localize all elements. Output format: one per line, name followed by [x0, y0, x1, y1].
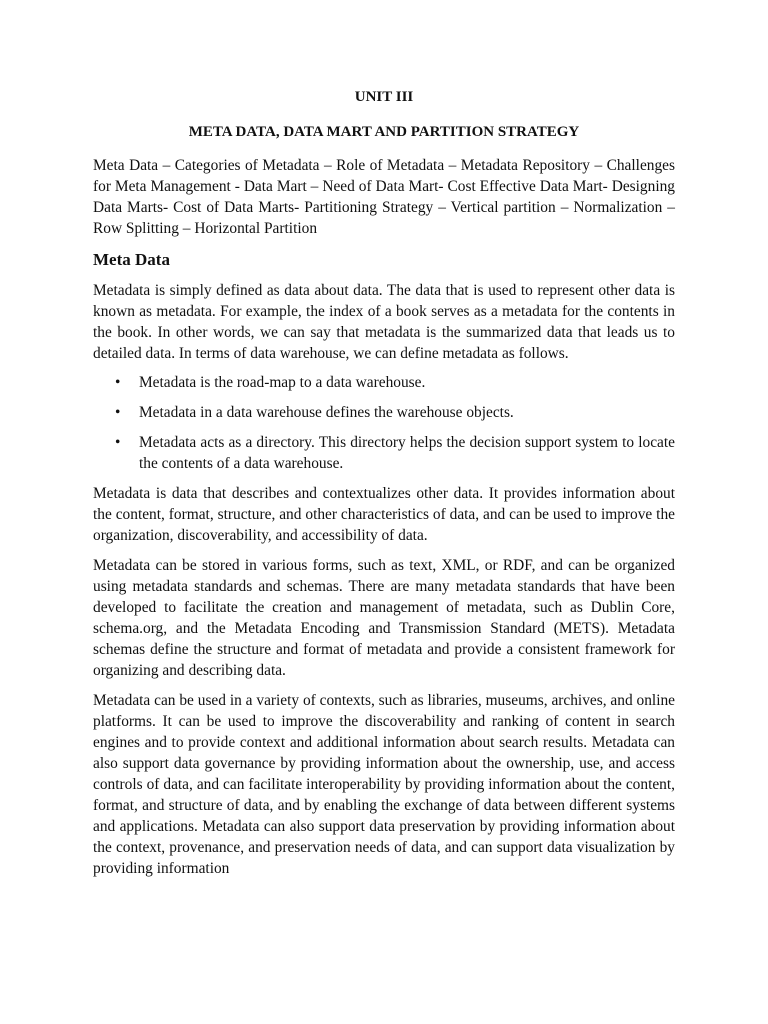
body-paragraph: Metadata is data that describes and contextualizes other data. It provides information about the content, format, structure, and other characteristics of data, and can be used to improve the organization, discoverability, and accessibility of data.	[93, 485, 675, 544]
section-heading: Meta Data	[93, 250, 170, 269]
bullet-icon: •	[115, 434, 121, 451]
bullet-icon: •	[115, 404, 121, 421]
list-item-text: Metadata acts as a directory. This directory helps the decision support system to locate the contents of a data warehouse.	[139, 434, 675, 472]
list-item-text: Metadata is the road-map to a data warehouse.	[139, 374, 426, 391]
unit-label: UNIT III	[354, 89, 414, 105]
body-paragraph: Metadata can be used in a variety of contexts, such as libraries, museums, archives, and online platforms. It can be used to improve the discoverability and ranking of content in search engines and to provide context and additional information about search results. Metadata can also support data governance by providing information about the ownership, use, and access controls of data, and can facilitate interoperability by providing information about the content, format, and structure of data, and by enabling the exchange of data between different systems and applications. Metadata can also support data preservation by providing information about the context, provenance, and preservation needs of data, and can support data visualization by providing information	[93, 692, 675, 877]
list-item	[93, 432, 675, 474]
list-item	[93, 402, 675, 423]
list-item-text: Metadata in a data warehouse defines the warehouse objects.	[139, 404, 514, 421]
chapter-title: META DATA, DATA MART AND PARTITION STRATEGY	[188, 124, 580, 140]
syllabus-paragraph: Meta Data – Categories of Metadata – Role of Metadata – Metadata Repository – Challenges for Meta Management - Data Mart – Need of Data Mart- Cost Effective Data Mart- Designing Data Marts- Cost of Data Marts- Partitioning Strategy – Vertical partition – Normalization – Row Splitting – Horizontal Partition	[93, 157, 675, 237]
bullet-icon: •	[115, 374, 121, 391]
list-item	[93, 372, 675, 393]
document-page	[93, 86, 675, 879]
intro-paragraph: Metadata is simply defined as data about data. The data that is used to represent other data is known as metadata. For example, the index of a book serves as a metadata for the contents in the book. In other words, we can say that metadata is the summarized data that leads us to detailed data. In terms of data warehouse, we can define metadata as follows.	[93, 282, 675, 362]
body-paragraph: Metadata can be stored in various forms, such as text, XML, or RDF, and can be organized using metadata standards and schemas. There are many metadata standards that have been developed to facilitate the creation and management of metadata, such as Dublin Core, schema.org, and the Metadata Encoding and Transmission Standard (METS). Metadata schemas define the structure and format of metadata and provide a consistent framework for organizing and describing data.	[93, 557, 675, 679]
bullet-list	[93, 372, 675, 474]
